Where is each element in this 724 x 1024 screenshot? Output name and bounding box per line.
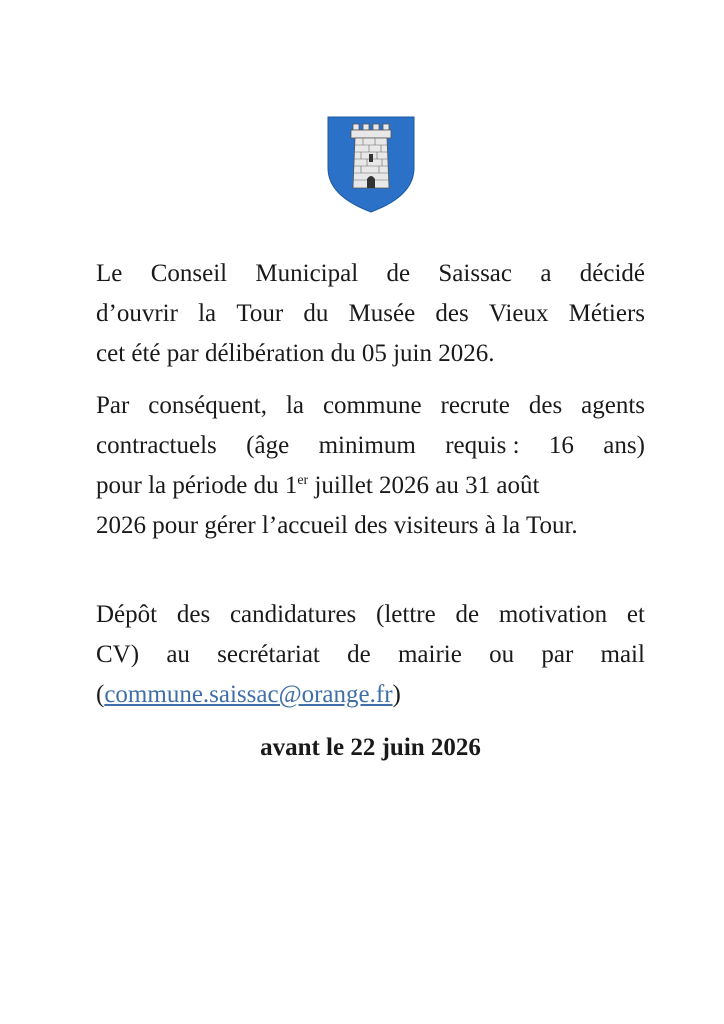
word: Conseil [150,260,228,287]
word: mail [600,641,645,668]
word: agents [581,392,645,419]
word: ou [489,641,515,668]
word: Vieux [488,300,549,327]
word: recrute [440,392,510,419]
email-link[interactable]: commune.saissac@orange.fr [104,681,393,708]
word: des [528,392,563,419]
text-line [96,254,645,294]
text-segment: pour la période du 1 [96,472,298,499]
application-paragraph [96,595,645,715]
word: du [303,300,329,327]
word: la [285,392,304,419]
word: Saissac [438,260,513,287]
word: décidé [579,260,645,287]
text-line [96,595,645,635]
word: contractuels [96,432,217,459]
deadline-text: avant le 22 juin 2026 [260,734,481,761]
text-line [96,294,645,334]
word: commune [322,392,422,419]
word: de [347,641,371,668]
period-line [96,466,539,506]
word: de [386,260,411,287]
recruitment-paragraph [96,386,645,546]
word: 16 [548,432,574,459]
word: Par [96,392,130,419]
word: candidatures [229,601,357,628]
text-line [96,386,645,426]
word: motivation [498,601,608,628]
word: par [541,641,574,668]
word: ans) [603,432,645,459]
word: au [166,641,190,668]
word: a [540,260,552,287]
word: Métiers [568,300,645,327]
text-line: 2026 pour gérer l’accueil des visiteurs à la Tour. [96,512,578,539]
word: Le [96,260,123,287]
word: Musée [348,300,416,327]
text-line: cet été par délibération du 05 juin 2026. [96,340,495,367]
close-paren: ) [392,681,401,708]
word: la [198,300,217,327]
announcement-paragraph [96,254,645,374]
text-line [96,426,645,466]
word: Tour [236,300,284,327]
word: (âge [246,432,290,459]
word: minimum [318,432,416,459]
word: mairie [397,641,462,668]
text-line [96,466,645,506]
word: des [435,300,469,327]
text-line [96,675,645,715]
word: Dépôt [96,601,158,628]
open-paren: ( [96,681,105,708]
word: CV) [96,641,140,668]
word: Municipal [255,260,359,287]
saissac-coat-of-arms-icon [327,116,415,213]
word: requis : [445,432,520,459]
word: conséquent, [148,392,267,419]
word: et [626,601,645,628]
word: secrétariat [217,641,320,668]
word: de [455,601,480,628]
text-segment: juillet 2026 au 31 août [308,472,540,499]
word: d’ouvrir [96,300,178,327]
superscript: er [297,473,309,488]
text-line [96,635,645,675]
word: (lettre [376,601,436,628]
word: des [176,601,211,628]
